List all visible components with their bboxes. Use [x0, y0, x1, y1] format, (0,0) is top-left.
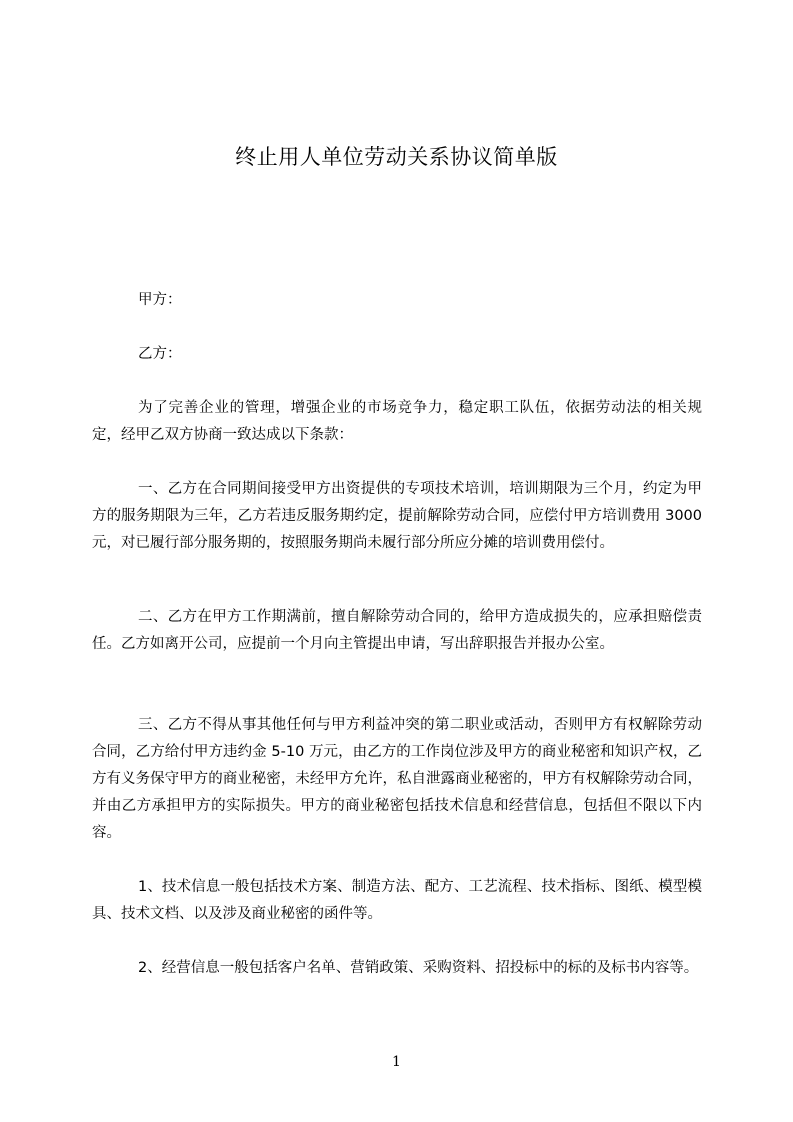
- paragraph-clause-3: 三、乙方不得从事其他任何与甲方利益冲突的第二职业或活动，否则甲方有权解除劳动合同，乙方给付甲方违约金 5-10 万元，由乙方的工作岗位涉及甲方的商业秘密和知识产权，乙方有义务保守甲方的商业秘密，未经甲方允许，私自泄露商业秘密的，甲方有权解除劳动合同，并由乙方承担甲方的实际损失。甲方的商业秘密包括技术信息和经营信息，包括但不限以下内容。: [92, 717, 702, 841]
- paragraph-business-info: 2、经营信息一般包括客户名单、营销政策、采购资料、招投标中的标的及标书内容等。: [138, 960, 699, 976]
- document-title: 终止用人单位劳动关系协议简单版: [235, 145, 558, 169]
- paragraph-intro: 为了完善企业的管理，增强企业的市场竞争力，稳定职工队伍，依据劳动法的相关规定，经甲乙双方协商一致达成以下条款：: [92, 400, 702, 443]
- party-a-label: 甲方：: [138, 292, 182, 308]
- paragraph-clause-1: 一、乙方在合同期间接受甲方出资提供的专项技术培训，培训期限为三个月，约定为甲方的服务期限为三年，乙方若违反服务期约定，提前解除劳动合同，应偿付甲方培训费用 3000 元，对已履行部分服务期的，按照服务期尚未履行部分所应分摊的培训费用偿付。: [92, 481, 702, 551]
- paragraph-clause-2: 二、乙方在甲方工作期满前，擅自解除劳动合同的，给甲方造成损失的，应承担赔偿责任。乙方如离开公司，应提前一个月向主管提出申请，写出辞职报告并报办公室。: [92, 609, 702, 652]
- paragraph-technical-info: 1、技术信息一般包括技术方案、制造方法、配方、工艺流程、技术指标、图纸、模型模具、技术文档、以及涉及商业秘密的函件等。: [92, 879, 702, 922]
- party-b-label: 乙方：: [138, 346, 182, 362]
- page-number: 1: [392, 1054, 401, 1070]
